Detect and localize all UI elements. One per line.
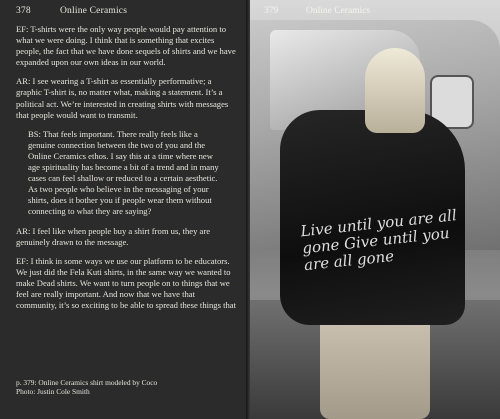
tshirt-print-text: Live until you are all gone Give until you are all gone — [299, 206, 458, 275]
caption-line-2: Photo: Justin Cole Smith — [16, 387, 90, 396]
photo-caption — [16, 378, 236, 396]
page-number-left: 378 — [16, 6, 31, 16]
paragraph-ar-1: AR: I see wearing a T-shirt as essentially performative; a graphic T-shirt is, no matter what, making a statement. It’s a political act. We’re interested in creating shirts with messages that people would want to transmit. — [16, 76, 229, 120]
interview-text — [16, 24, 236, 319]
photo-hair — [365, 48, 425, 133]
running-head-left: Online Ceramics — [60, 6, 128, 16]
page-number-right: 379 — [264, 6, 279, 16]
paragraph-ef-1: EF: T-shirts were the only way people would pay attention to what we were doing. I think that is something that excites people, the fact that we have done sequels of shirts and we have expanded upon our own ideas in our world. — [16, 24, 236, 68]
photo-legs — [320, 320, 430, 419]
caption-line-1: p. 379: Online Ceramics shirt modeled by Coco — [16, 378, 158, 387]
running-head-right: Online Ceramics — [306, 6, 371, 16]
right-page-photo — [250, 0, 500, 419]
paragraph-ef-2: EF: I think in some ways we use our platform to be educators. We just did the Fela Kuti shirts, in the same way we wanted to make Dead shirts. We want to turn people on to things that we feel are really important. And now that we have that community, it’s so exciting to be able to spread these things that — [16, 255, 236, 311]
paragraph-ar-2: AR: I feel like when people buy a shirt from us, they are genuinely drawn to the message. — [16, 225, 211, 247]
paragraph-bs-question: BS: That feels important. There really feels like a genuine connection between the two of you and the Online Ceramics ethos. I say this at a time where new age spirituality has become a bit of a trend and in many cases can feel shallow or reduced to a certain aesthetic. As two people who believe in the messaging of your shirts, does it bother you if people wear them without connecting to what they are saying? — [28, 128, 219, 217]
